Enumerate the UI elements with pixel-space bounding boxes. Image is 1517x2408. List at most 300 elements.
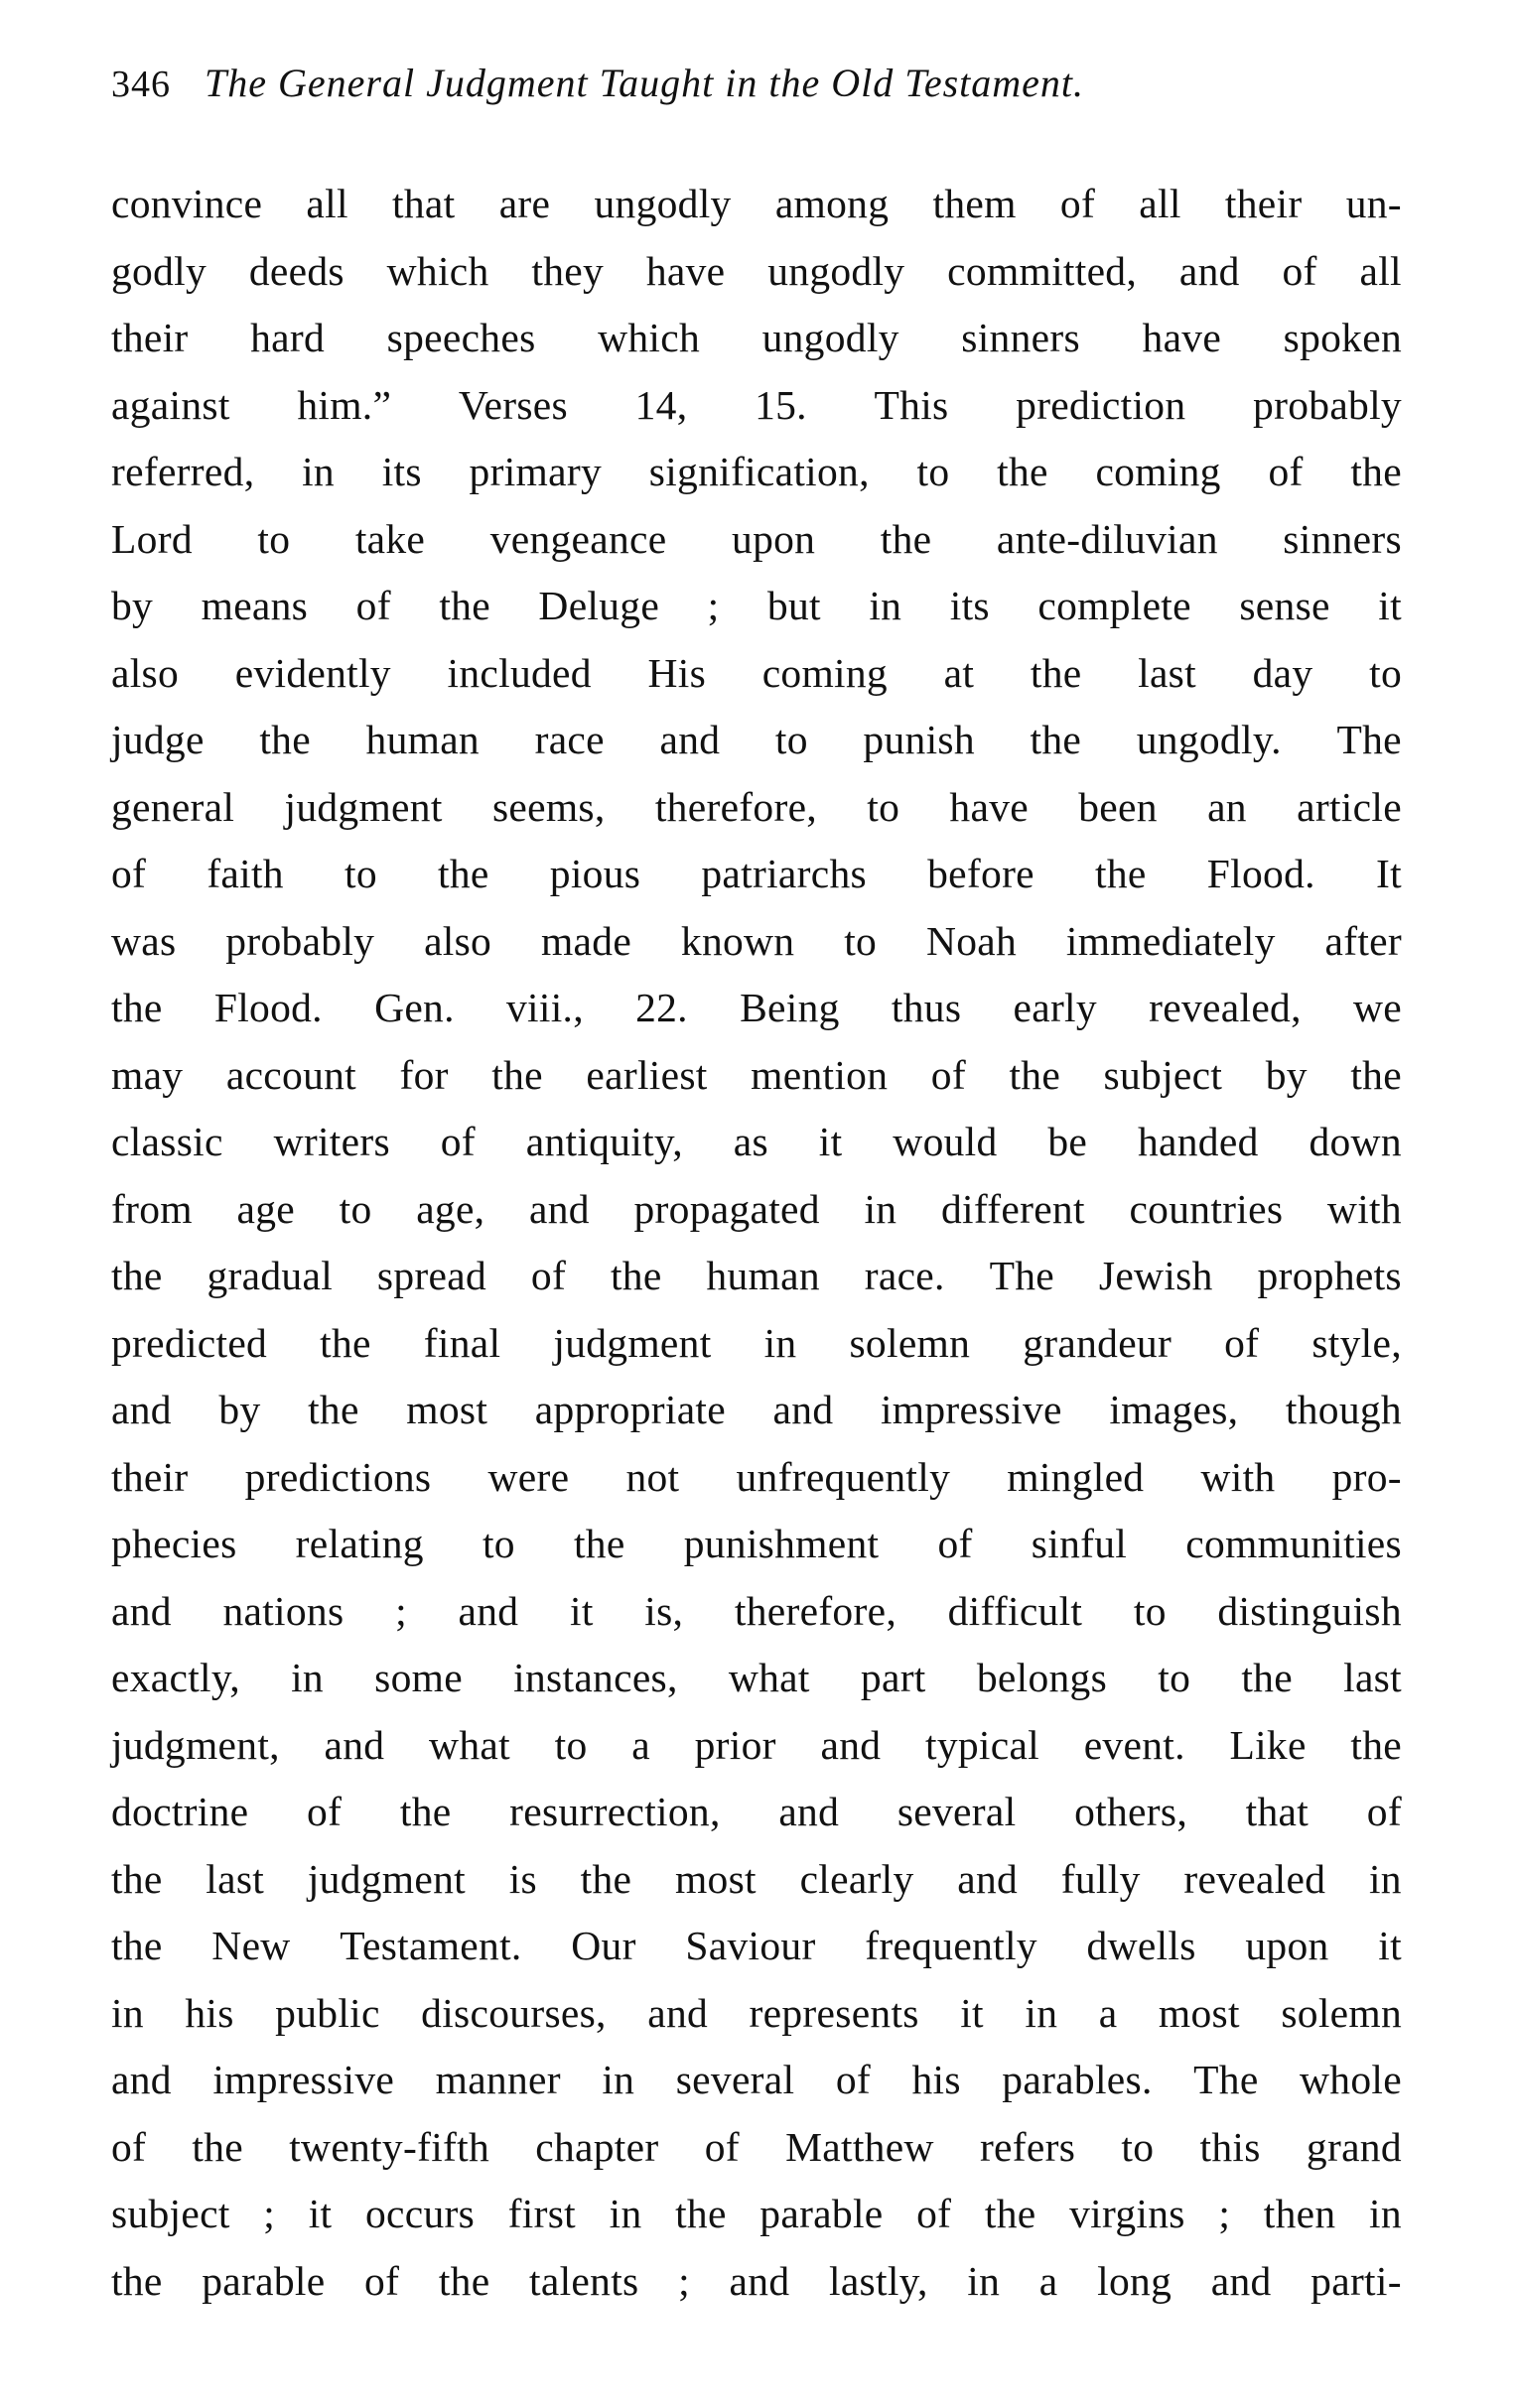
word: included — [447, 649, 592, 696]
word: they — [531, 247, 605, 294]
word: down — [1309, 1119, 1402, 1164]
word: have — [645, 247, 726, 294]
word: in — [869, 583, 902, 628]
word: of — [307, 1789, 343, 1834]
word: of — [937, 1521, 973, 1566]
word: dwells — [1086, 1923, 1196, 1968]
word: by — [1265, 1051, 1308, 1098]
word: to — [844, 917, 878, 964]
word: The — [1336, 717, 1402, 762]
word: general — [111, 783, 235, 830]
word: the — [439, 583, 490, 628]
text-line — [111, 1578, 1402, 1646]
word: made — [540, 917, 632, 964]
word: several — [675, 2057, 795, 2102]
word: event. — [1083, 1721, 1185, 1768]
word: to — [1369, 649, 1402, 696]
word: nations — [222, 1587, 345, 1634]
word: known — [680, 917, 795, 964]
word: Deluge — [538, 583, 660, 628]
word: Lord — [111, 515, 193, 562]
word: and — [458, 1587, 519, 1634]
text-line — [111, 841, 1402, 908]
text-line — [111, 774, 1402, 842]
word: for — [399, 1051, 449, 1098]
word: phecies — [111, 1521, 237, 1566]
word: whole — [1300, 2057, 1402, 2102]
word: also — [111, 649, 180, 696]
word: be — [1047, 1119, 1088, 1164]
word: The — [989, 1253, 1055, 1298]
word: ; — [263, 2191, 276, 2236]
word: and — [1178, 247, 1240, 294]
word: to — [1121, 2123, 1155, 2170]
word: last — [1138, 649, 1196, 696]
word: his — [911, 2057, 961, 2102]
word: the — [1350, 449, 1402, 494]
word: propagated — [633, 1185, 820, 1232]
word: predicted — [111, 1319, 268, 1366]
word: the — [1241, 1655, 1293, 1700]
word: resurrection, — [509, 1789, 721, 1834]
text-line — [111, 1243, 1402, 1310]
text-line — [111, 2047, 1402, 2114]
word: lastly, — [828, 2257, 928, 2304]
word: in — [291, 1655, 324, 1700]
word: with — [1200, 1453, 1276, 1500]
word: take — [354, 515, 426, 562]
word: judgment, — [111, 1721, 280, 1768]
word: and — [820, 1721, 882, 1768]
word: difficult — [947, 1587, 1083, 1634]
word: relating — [295, 1521, 424, 1566]
word: ; — [395, 1587, 407, 1634]
word: and — [647, 1989, 709, 2036]
word: images, — [1109, 1387, 1239, 1432]
word: manner — [435, 2057, 561, 2102]
word: them — [932, 181, 1017, 226]
word: article — [1297, 783, 1402, 830]
text-line — [111, 975, 1402, 1042]
word: which — [386, 247, 489, 294]
word: the — [192, 2123, 243, 2170]
word: spread — [376, 1253, 487, 1298]
word: communities — [1185, 1521, 1402, 1566]
word: in — [602, 2057, 635, 2102]
word: some — [374, 1655, 463, 1700]
text-line — [111, 1846, 1402, 1914]
word: patriarchs — [701, 851, 867, 896]
word: parable — [202, 2257, 326, 2304]
word: age — [236, 1185, 296, 1232]
word: its — [949, 583, 990, 628]
word: judgment — [307, 1855, 466, 1902]
word: their — [111, 1453, 189, 1500]
word: The — [1193, 2057, 1259, 2102]
word: virgins — [1069, 2191, 1185, 2236]
word: 22. — [635, 985, 688, 1030]
word: pious — [549, 851, 641, 896]
word: the — [320, 1319, 371, 1366]
word: in — [1369, 2191, 1402, 2236]
word: have — [949, 783, 1029, 830]
word: ; — [678, 2257, 690, 2304]
word: parti- — [1310, 2257, 1402, 2304]
word: Flood. — [1206, 851, 1315, 896]
word: of — [1268, 449, 1304, 494]
word: and — [659, 717, 721, 762]
word: It — [1375, 851, 1402, 896]
word: Jewish — [1098, 1253, 1213, 1298]
word: him.” — [297, 381, 392, 428]
word: age, — [416, 1185, 485, 1232]
word: of — [364, 2257, 400, 2304]
word: final — [423, 1319, 501, 1366]
word: talents — [529, 2257, 639, 2304]
word: to — [1133, 1587, 1167, 1634]
word: it — [818, 1119, 843, 1164]
word: ; — [1218, 2191, 1231, 2236]
word: ; — [707, 583, 720, 628]
word: race — [534, 717, 605, 762]
word: mention — [751, 1051, 889, 1098]
word: it — [569, 1587, 594, 1634]
word: of — [530, 1253, 567, 1298]
word: the — [308, 1387, 359, 1432]
word: others, — [1074, 1789, 1187, 1834]
word: may — [111, 1051, 184, 1098]
word: of — [930, 1051, 966, 1098]
word: part — [860, 1655, 926, 1700]
word: parables. — [1002, 2057, 1153, 2102]
word: fully — [1060, 1855, 1141, 1902]
word: spoken — [1283, 315, 1402, 360]
word: sinners — [961, 315, 1080, 360]
word: what — [429, 1721, 510, 1768]
word: immediately — [1065, 917, 1276, 964]
word: the — [1009, 1051, 1061, 1098]
word: been — [1078, 783, 1158, 830]
word: the — [438, 851, 489, 896]
word: gradual — [207, 1253, 334, 1298]
word: therefore, — [734, 1587, 896, 1634]
word: were — [487, 1453, 570, 1500]
word: and — [1210, 2257, 1272, 2304]
word: are — [498, 181, 551, 226]
word: pro- — [1331, 1453, 1402, 1500]
word: which — [598, 315, 701, 360]
word: last — [1343, 1655, 1402, 1700]
text-line — [111, 1779, 1402, 1846]
word: in — [864, 1185, 897, 1232]
word: different — [941, 1185, 1085, 1232]
word: occurs — [364, 2191, 476, 2236]
word: of — [1366, 1789, 1402, 1834]
word: Gen. — [374, 985, 455, 1030]
text-line — [111, 1377, 1402, 1444]
word: writers — [273, 1119, 390, 1164]
text-line — [111, 238, 1402, 306]
word: upon — [732, 515, 816, 562]
text-line — [111, 506, 1402, 574]
word: to — [482, 1521, 515, 1566]
word: human — [365, 717, 480, 762]
word: race. — [864, 1253, 945, 1298]
word: of — [1059, 181, 1096, 226]
word: therefore, — [654, 783, 817, 830]
word: represents — [749, 1989, 919, 2036]
word: discourses, — [421, 1989, 607, 2036]
word: all — [1139, 181, 1181, 226]
word: a — [631, 1721, 650, 1768]
word: His — [647, 649, 707, 696]
word: most — [406, 1387, 488, 1432]
word: the — [491, 1051, 543, 1098]
word: convince — [111, 181, 263, 226]
word: the — [573, 1521, 625, 1566]
word: of — [111, 851, 147, 896]
word: of — [916, 2191, 952, 2236]
word: antiquity, — [525, 1119, 683, 1164]
word: and — [111, 1387, 172, 1432]
word: the — [111, 1855, 163, 1902]
word: exactly, — [111, 1655, 240, 1700]
word: the — [610, 1253, 662, 1298]
word: twenty-fifth — [289, 2123, 490, 2170]
word: countries — [1129, 1185, 1284, 1232]
word: it — [960, 1989, 984, 2036]
word: this — [1199, 2123, 1261, 2170]
word: seems, — [491, 783, 606, 830]
word: the — [1350, 1721, 1402, 1768]
word: and — [778, 1789, 840, 1834]
word: 14, — [634, 381, 688, 428]
word: style, — [1311, 1319, 1402, 1366]
word: committed, — [947, 247, 1138, 294]
word: godly — [111, 247, 207, 294]
word: punishment — [683, 1521, 880, 1566]
word: last — [206, 1855, 265, 1902]
word: Our — [571, 1923, 636, 1968]
word: and — [957, 1855, 1019, 1902]
running-title: The General Judgment Taught in the Old Testament. — [205, 61, 1085, 105]
word: subject — [1103, 1051, 1223, 1098]
word: of — [111, 2123, 147, 2170]
word: in — [111, 1989, 144, 2036]
word: clearly — [799, 1855, 914, 1902]
word: a — [1098, 1989, 1118, 2036]
word: ante-diluvian — [996, 515, 1218, 562]
word: in — [967, 2257, 1001, 2304]
word: faith — [207, 851, 284, 896]
word: of — [704, 2123, 740, 2170]
word: also — [424, 917, 492, 964]
word: solemn — [1281, 1989, 1402, 2036]
word: the — [111, 1923, 163, 1968]
word: 15. — [755, 381, 807, 428]
word: the — [259, 717, 311, 762]
word: probably — [1253, 381, 1402, 428]
text-line — [111, 2114, 1402, 2182]
word: the — [997, 449, 1048, 494]
word: and — [111, 2057, 172, 2102]
text-line — [111, 2248, 1402, 2316]
word: thus — [891, 985, 962, 1030]
word: though — [1285, 1387, 1402, 1432]
text-line — [111, 707, 1402, 774]
word: from — [111, 1185, 193, 1232]
word: mingled — [1007, 1453, 1145, 1500]
word: typical — [924, 1721, 1040, 1768]
word: several — [896, 1789, 1017, 1834]
text-line — [111, 1310, 1402, 1378]
word: appropriate — [534, 1387, 726, 1432]
word: as — [733, 1119, 768, 1164]
word: in — [609, 2191, 642, 2236]
word: but — [766, 583, 821, 628]
word: probably — [225, 917, 375, 964]
word: an — [1207, 783, 1247, 830]
word: handed — [1137, 1119, 1259, 1164]
text-line — [111, 1109, 1402, 1176]
word: means — [201, 583, 309, 628]
text-line — [111, 1511, 1402, 1578]
word: prior — [694, 1721, 776, 1768]
word: and — [529, 1185, 590, 1232]
word: deeds — [248, 247, 345, 294]
body-text — [111, 171, 1402, 2315]
word: the — [111, 1253, 163, 1298]
word: and — [111, 1587, 172, 1634]
word: long — [1097, 2257, 1172, 2304]
word: would — [893, 1119, 998, 1164]
word: against — [111, 381, 230, 428]
word: by — [111, 583, 154, 628]
word: coming — [1095, 449, 1221, 494]
word: judgment — [284, 783, 443, 830]
word: most — [1158, 1989, 1240, 2036]
word: Flood. — [213, 985, 323, 1030]
word: speeches — [386, 315, 536, 360]
text-line — [111, 1913, 1402, 1980]
text-line — [111, 1980, 1402, 2048]
word: of — [1282, 247, 1317, 294]
word: instances, — [513, 1655, 678, 1700]
word: vengeance — [489, 515, 667, 562]
word: his — [185, 1989, 234, 2036]
text-line — [111, 1176, 1402, 1244]
word: the — [1030, 717, 1082, 762]
word: ungodly — [767, 247, 905, 294]
word: of — [355, 583, 391, 628]
word: that — [392, 181, 456, 226]
word: sinful — [1031, 1521, 1128, 1566]
word: and — [729, 2257, 790, 2304]
word: Saviour — [685, 1923, 816, 1968]
word: Verses — [458, 381, 568, 428]
text-line — [111, 1645, 1402, 1712]
word: impressive — [212, 2057, 395, 2102]
word: subject — [111, 2191, 230, 2236]
word: earliest — [586, 1051, 708, 1098]
word: the — [1095, 851, 1147, 896]
word: New — [211, 1923, 291, 1968]
word: among — [774, 181, 890, 226]
word: solemn — [849, 1319, 971, 1366]
word: unfrequently — [736, 1453, 951, 1500]
word: hard — [250, 315, 326, 360]
word: the — [111, 985, 163, 1030]
word: refers — [979, 2123, 1076, 2170]
word: the — [438, 2257, 490, 2304]
word: Testament. — [340, 1923, 522, 1968]
word: is, — [644, 1587, 684, 1634]
word: the — [111, 2257, 163, 2304]
word: the — [399, 1789, 452, 1834]
word: most — [674, 1855, 757, 1902]
word: the — [580, 1855, 632, 1902]
word: to — [339, 1185, 372, 1232]
word: Matthew — [785, 2123, 934, 2170]
text-line — [111, 908, 1402, 976]
word: with — [1326, 1185, 1402, 1232]
word: upon — [1245, 1923, 1329, 1968]
word: belongs — [976, 1655, 1108, 1700]
text-line — [111, 171, 1402, 238]
word: its — [381, 449, 422, 494]
word: punish — [863, 717, 975, 762]
word: judgment — [553, 1319, 712, 1366]
word: the — [1030, 649, 1082, 696]
word: first — [507, 2191, 577, 2236]
word: Like — [1229, 1721, 1307, 1768]
word: prediction — [1016, 381, 1186, 428]
text-line — [111, 1042, 1402, 1110]
word: and — [324, 1721, 385, 1768]
word: viii., — [505, 985, 584, 1030]
word: of — [835, 2057, 871, 2102]
word: what — [728, 1655, 810, 1700]
word: then — [1263, 2191, 1336, 2236]
word: the — [880, 515, 932, 562]
word: is — [508, 1855, 537, 1902]
word: have — [1142, 315, 1222, 360]
word: primary — [469, 449, 603, 494]
word: predictions — [244, 1453, 432, 1500]
word: the — [1350, 1051, 1402, 1098]
word: in — [302, 449, 335, 494]
word: parable — [759, 2191, 884, 2236]
text-line — [111, 305, 1402, 372]
word: chapter — [535, 2123, 659, 2170]
word: revealed — [1183, 1855, 1326, 1902]
word: their — [1224, 181, 1303, 226]
word: in — [763, 1319, 797, 1366]
word: all — [1359, 247, 1402, 294]
running-head — [111, 60, 1402, 139]
text-line — [111, 439, 1402, 506]
word: Being — [740, 985, 840, 1030]
word: evidently — [234, 649, 391, 696]
word: it — [1378, 1923, 1402, 1968]
word: early — [1013, 985, 1097, 1030]
word: was — [111, 917, 177, 964]
word: classic — [111, 1119, 223, 1164]
word: of — [440, 1119, 476, 1164]
word: their — [111, 315, 189, 360]
word: to — [774, 717, 808, 762]
word: in — [1368, 1855, 1402, 1902]
